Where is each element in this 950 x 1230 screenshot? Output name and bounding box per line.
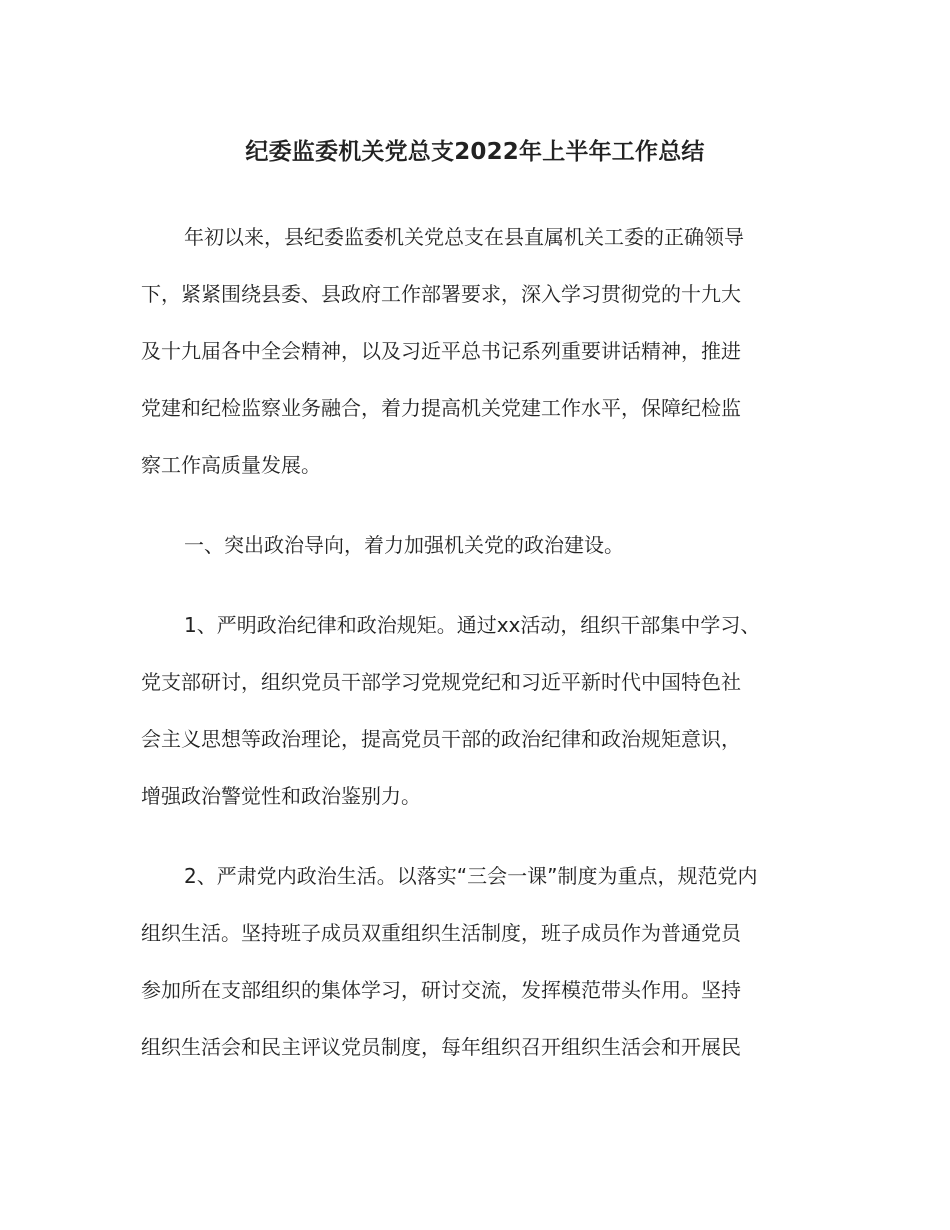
paragraph-3-line-1: 2、严肃党内政治生活。以落实“三会一课”制度为重点，规范党内: [184, 864, 758, 888]
paragraph-2-line-2: 党支部研讨，组织党员干部学习党规党纪和习近平新时代中国特色社: [141, 670, 741, 694]
section-heading-1: 一、突出政治导向，着力加强机关党的政治建设。: [184, 533, 624, 557]
paragraph-1-line-5: 察工作高质量发展。: [141, 453, 321, 477]
paragraph-3-line-2: 组织生活。坚持班子成员双重组织生活制度，班子成员作为普通党员: [141, 921, 741, 945]
paragraph-2-line-4: 增强政治警觉性和政治鉴别力。: [141, 784, 421, 808]
paragraph-1-line-3: 及十九届各中全会精神，以及习近平总书记系列重要讲话精神，推进: [141, 339, 741, 363]
paragraph-2-line-3: 会主义思想等政治理论，提高党员干部的政治纪律和政治规矩意识，: [141, 727, 741, 751]
paragraph-2-line-1: 1、严明政治纪律和政治规矩。通过xx活动，组织干部集中学习、: [184, 613, 761, 637]
document-title: 纪委监委机关党总支2022年上半年工作总结: [245, 139, 705, 165]
paragraph-3-line-4: 组织生活会和民主评议党员制度，每年组织召开组织生活会和开展民: [141, 1035, 741, 1059]
paragraph-1-line-4: 党建和纪检监察业务融合，着力提高机关党建工作水平，保障纪检监: [141, 396, 741, 420]
paragraph-1-line-1: 年初以来，县纪委监委机关党总支在县直属机关工委的正确领导: [184, 225, 744, 249]
paragraph-3-line-3: 参加所在支部组织的集体学习，研讨交流，发挥模范带头作用。坚持: [141, 978, 741, 1002]
paragraph-1-line-2: 下，紧紧围绕县委、县政府工作部署要求，深入学习贯彻党的十九大: [141, 282, 741, 306]
